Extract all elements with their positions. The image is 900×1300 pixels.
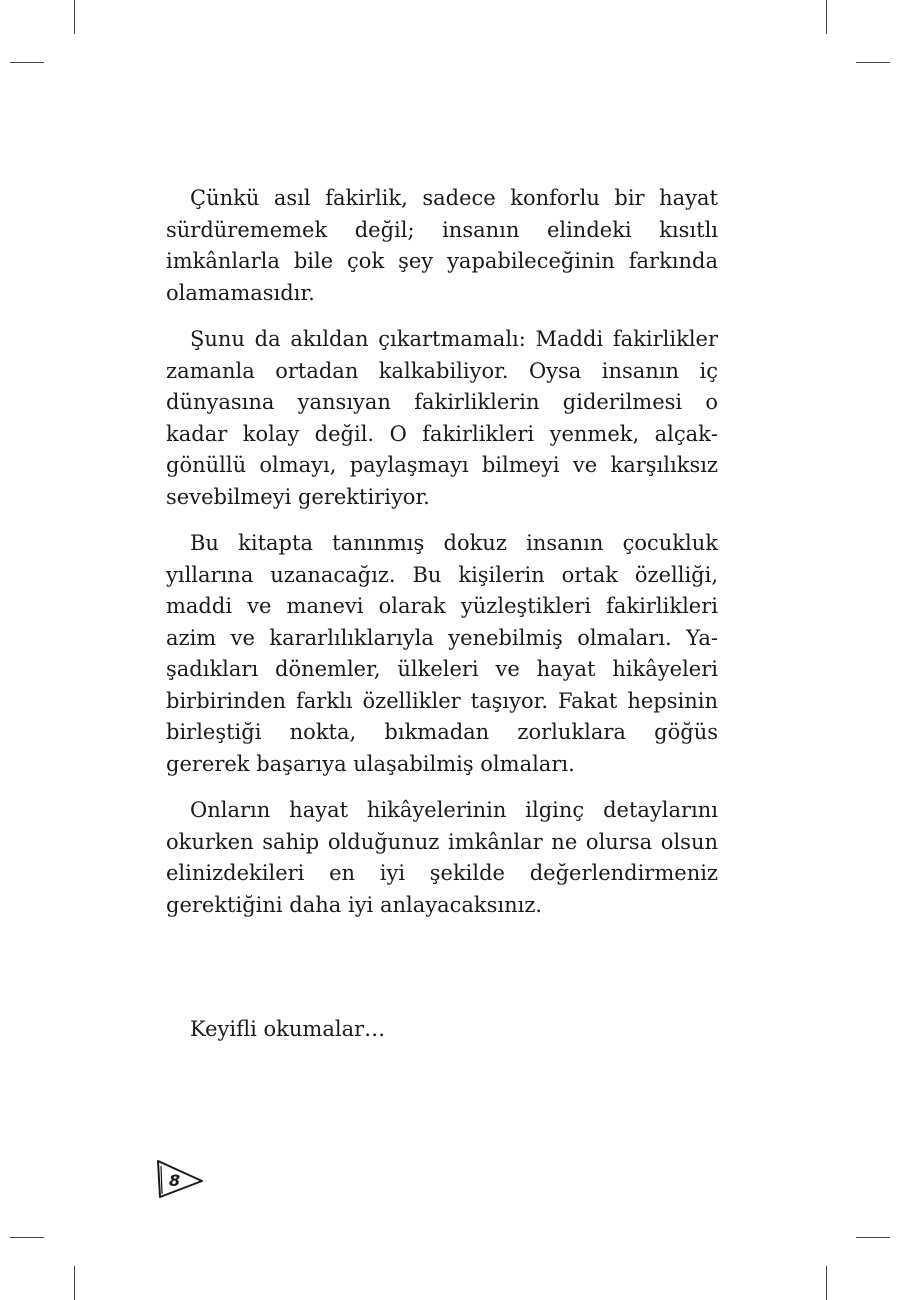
crop-mark-bottom-left-horizontal [10, 1237, 44, 1238]
body-text [166, 183, 718, 936]
paragraph-3: Bu kitapta tanınmış dokuz insanın çocukluk yıllarına uzanacağız. Bu kişilerin ortak özelliği, maddi ve manevi olarak yüzleştikleri fakirlikleri azim ve kararlılıklarıyla yenebilmiş olmaları. Yaşadıkları dönemler, ülkeleri ve hayat hikâyeleri birbirinden farklı özellikler taşıyor. Fakat hepsinin birleştiği nokta, bıkmadan zorluklara göğüs gererek başarıya ulaşabilmiş olmaları. [166, 531, 718, 776]
paragraph-1: Çünkü asıl fakirlik, sadece konforlu bir hayat sürdürememek değil; insanın elindeki kısıtlı imkânlarla bile çok şey yapabileceğinin farkında olamamasıdır. [166, 186, 718, 305]
page-number-flag [154, 1157, 206, 1201]
paragraph-4: Onların hayat hikâyelerinin ilginç detaylarını okurken sahip olduğunuz imkânlar ne olursa olsun elinizdekileri en iyi şekilde değerlendirmeniz gerektiğini daha iyi anlayacaksınız. [166, 798, 718, 917]
crop-mark-bottom-right-horizontal [856, 1237, 890, 1238]
signoff: Keyifli okumalar… [190, 1017, 386, 1041]
page-number: 8 [169, 1171, 181, 1190]
crop-mark-top-left [74, 0, 75, 34]
crop-mark-top-right-horizontal [856, 62, 890, 63]
crop-mark-bottom-left [74, 1266, 75, 1300]
crop-mark-top-right [826, 0, 827, 34]
paragraph-2: Şunu da akıldan çıkartmamalı: Maddi fakirlikler zamanla ortadan kalkabiliyor. Oysa insanın iç dünyasına yansıyan fakirliklerin giderilmesi o kadar kolay değil. O fakirlikleri yenmek, alçakgönüllü olmayı, paylaşmayı bilmeyi ve karşılıksız sevebilmeyi gerektiriyor. [166, 327, 718, 509]
crop-mark-bottom-right [826, 1266, 827, 1300]
crop-mark-top-left-horizontal [10, 62, 44, 63]
